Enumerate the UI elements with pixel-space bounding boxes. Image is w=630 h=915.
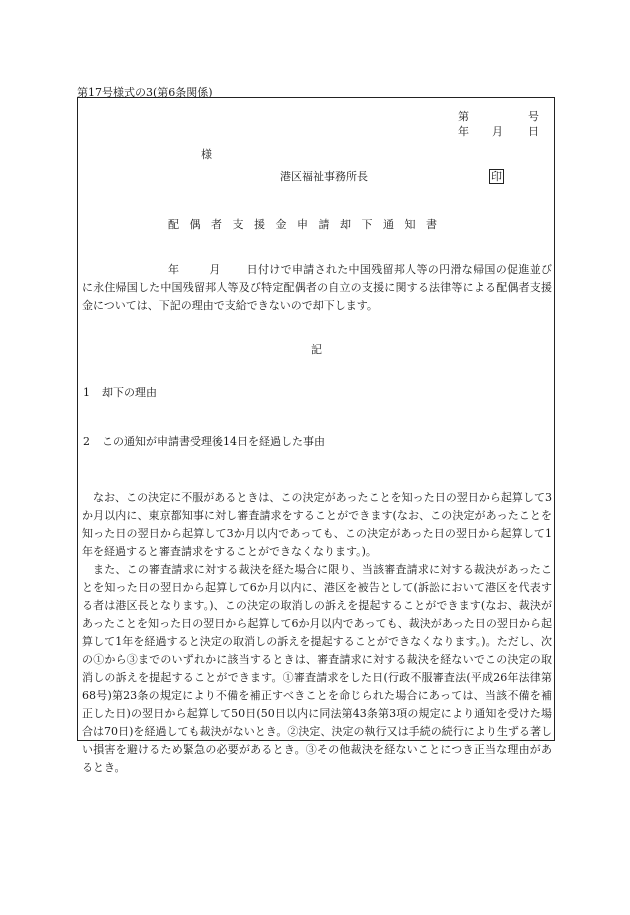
intro-year: 年: [168, 263, 180, 276]
item-label: 却下の理由: [102, 386, 157, 399]
document-title: 配偶者支援金申請却下通知書: [168, 218, 448, 231]
form-header: 第17号様式の3(第6条関係): [77, 86, 213, 99]
body-intro: [82, 261, 552, 315]
notice-paragraph: なお、この決定に不服があるときは、この決定があったことを知った日の翌日から起算して3か月以内に、東京都知事に対し審査請求をすることができます(なお、この決定があったことを知った日の翌日から起算して3か月以内であっても、この決定があった日の翌日から起算して1年を経過すると審査請求をすることができなくなります。)。: [82, 491, 552, 558]
item-number: 2: [83, 435, 90, 448]
item-reason: [83, 384, 157, 400]
intro-month: 月: [209, 263, 221, 276]
date-month: 月: [492, 125, 503, 138]
number-prefix: 第: [458, 110, 469, 123]
item-label: この通知が申請書受理後14日を経過した事由: [102, 435, 325, 448]
ki-heading: 記: [311, 343, 322, 356]
number-suffix: 号: [528, 110, 539, 123]
addressee-suffix: 様: [201, 148, 212, 161]
date-day: 日: [528, 125, 539, 138]
item-number: 1: [83, 386, 90, 399]
notice-section: [82, 489, 552, 777]
notice-paragraph: また、この審査請求に対する裁決を経た場合に限り、当該審査請求に対する裁決があったことを知った日の翌日から起算して6か月以内に、港区を被告として(訴訟において港区を代表する者は港区長となります。)、この決定の取消しの訴えを提起することができます(なお、裁決があったことを知った日の翌日から起算して6か月以内であっても、裁決があった日の翌日から起算して1年を経過すると決定の取消しの訴えを提起することができなくなります。)。ただし、次の①から③までのいずれかに該当するときは、審査請求に対する裁決を経ないでこの決定の取消しの訴えを提起することができます。①審査請求をした日(行政不服審査法(平成26年法律第68号)第23条の規定により不備を補正すべきことを命じられた場合にあっては、当該不備を補正した日)の翌日から起算して50日(50日以内に同法第43条第3項の規定により通知を受けた場合は70日)を経過しても裁決がないとき。②決定、決定の執行又は手続の続行により生ずる著しい損害を避けるため緊急の必要があるとき。③その他裁決を経ないことにつき正当な理由があるとき。: [82, 563, 552, 774]
issuer: 港区福祉事務所長: [280, 170, 368, 183]
seal-mark: 印: [491, 170, 502, 183]
date-year: 年: [458, 125, 469, 138]
item-delay: [83, 433, 325, 449]
intro-text: 日付けで申請された中国残留邦人等の円滑な帰国の促進並びに永住帰国した中国残留邦人等及び特定配偶者の自立の支援に関する法律等による配偶者支援金については、下記の理由で支給できないので却下します。: [82, 263, 553, 312]
